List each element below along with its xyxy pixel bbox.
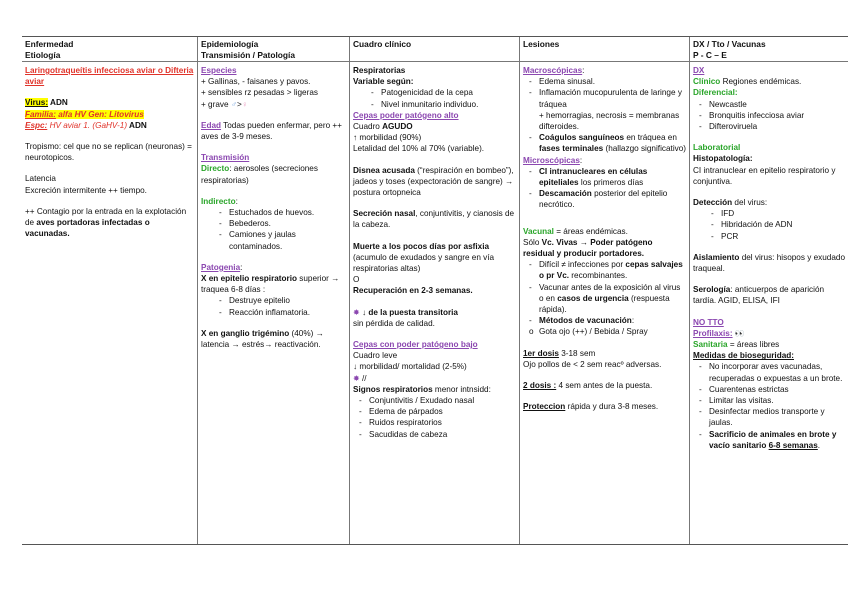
- indirecto-list: [201, 207, 346, 252]
- vacunacion-list: [523, 259, 686, 326]
- list-item: - Limitar las visitas.: [693, 395, 845, 406]
- list-item: - Estuchados de huevos.: [201, 207, 346, 218]
- flower-icon: ✸: [353, 307, 360, 317]
- list-item: - Bronquitis infecciosa aviar: [693, 110, 845, 121]
- flower-icon: ✸: [353, 373, 360, 383]
- disease-table: [22, 36, 848, 545]
- disease-title: Laringotraqueítis infecciosa aviar o Difteria aviar: [25, 66, 194, 87]
- list-item: - Conjuntivitis / Exudado nasal: [353, 395, 516, 406]
- column-cuadro-clinico: Cuadro clínico Respiratorias Variable según: - Patogenicidad de la cepa - Nivel inmunitario individuo. Cepas poder patógeno alto Cuadro AGUDO ↑ morbilidad (90%) Letalidad del 10% al 70% (variable). Disnea acusada (“respiración en bombeo”), jadeos y toses (expectoración de sangre) → postura ortopneica Secreción nasal, conjuntivitis, y cianosis de la cabeza. Muerte a los pocos días por asfixia (acumulo de exudados y sangre en vía respiratorias altas) O Recuperación en 2-3 semanas. ✸ ↓ de la puesta transitoria sin pérdida de calidad. Cepas con poder patógeno bajo Cuadro leve ↓ morbilidad/ mortalidad (2-5%) ✸ // Signos respiratorios menor intnsidd: - Conjuntivitis / Exudado nasal - Edema de párpados - Ruidos respiratorios - Sacudidas de cabeza: [349, 37, 519, 544]
- list-item: - Ruidos respiratorios: [353, 417, 516, 428]
- contagio-text: ++ Contagio por la entrada en la explotación de aves portadoras infectadas o vacunadas.: [25, 206, 187, 239]
- list-item: o Gota ojo (++) / Bebida / Spray: [523, 326, 686, 337]
- diferencial-list: [693, 99, 845, 133]
- male-icon: ♂: [230, 99, 237, 109]
- list-item: - Camiones y jaulas contaminados.: [201, 229, 346, 251]
- micro-list: [523, 166, 686, 211]
- list-item: - Sacudidas de cabeza: [353, 429, 516, 440]
- list-item: - Edema de párpados: [353, 406, 516, 417]
- tropismo-text: Tropismo: cel que no se replican (neuronas) = neurotopicos.: [25, 142, 192, 163]
- variable-list: [353, 87, 516, 109]
- edad-text: Edad Todas pueden enfermar, pero ++ aves de 3-9 meses.: [201, 120, 342, 142]
- list-item: - Inflamación mucopurulenta de laringe y tráquea: [523, 87, 686, 109]
- header-epidemiologia: Epidemiología Transmisión / Patología: [198, 37, 349, 62]
- bioseguridad-list: [693, 361, 845, 451]
- eyes-icon: 👀: [734, 328, 745, 338]
- list-item: - Coágulos sanguíneos en tráquea en fases terminales (hallazgo significativo): [523, 132, 686, 154]
- list-item: - Difteroviruela: [693, 121, 845, 132]
- column-dx-tto: DX / Tto / Vacunas P - C – E DX Clínico Regiones endémicas. Diferencial: - Newcastle - Bronquitis infecciosa aviar - Difteroviruela Laboratorial Histopatología: CI intranuclear en epitelio respiratorio y conjuntiva. Detección del virus: - IFD - Hibridación de ADN - PCR Aislamiento del virus: hisopos y exudado traqueal. Serología: anticuerpos de aparición tardía. AGID, ELISA, IFI NO TTO Profilaxis: 👀 Sanitaria = áreas libres Medidas de bioseguridad: - No incorporar aves vacunadas, recuperadas o expuestas a un brote. - Cuarentenas estrictas - Limitar las visitas. - Desinfectar medios transporte y jaulas. - Sacrificio de animales en brote y vacío sanitario 6-8 semanas.: [689, 37, 848, 544]
- list-item: - Descamación posterior del epitelio necrótico.: [523, 188, 686, 210]
- cepas-alto-title: Cepas poder patógeno alto: [353, 110, 459, 120]
- column-etiologia: [22, 37, 197, 544]
- list-item: - Cuarentenas estrictas: [693, 384, 845, 395]
- familia-line: Familia: alfa HV Gen: Litovirus: [25, 109, 144, 119]
- cepas-bajo-title: Cepas con poder patógeno bajo: [353, 340, 478, 350]
- transmision-title: Transmisión: [201, 153, 250, 163]
- header-cuadro-clinico: Cuadro clínico: [350, 37, 519, 62]
- header-lesiones: Lesiones: [520, 37, 689, 62]
- header-etiologia: Enfermedad Etiología: [22, 37, 197, 62]
- list-item: - Desinfectar medios transporte y jaulas.: [693, 406, 845, 428]
- list-item: - Destruye epitelio: [201, 295, 346, 306]
- list-item: - Métodos de vacunación:: [523, 315, 686, 326]
- list-item: - No incorporar aves vacunadas, recuperadas o expuestas a un brote.: [693, 361, 845, 383]
- deteccion-list: [693, 208, 845, 242]
- virus-line: Virus: ADN: [25, 98, 68, 108]
- list-item: - Nivel inmunitario individuo.: [353, 99, 516, 110]
- column-lesiones: Lesiones Macroscópicas: - Edema sinusal. - Inflamación mucopurulenta de laringe y tráquea + hemorragias, necrosis = membranas difteroides. - Coágulos sanguíneos en tráquea en fases terminales (hallazgo significativo) Microscópicas: - CI intranucleares en células epiteliales los primeros días - Descamación posterior del epitelio necrótico. Vacunal = áreas endémicas. Sólo Vc. Vivas → Poder patógeno residual y producir portadores. - Difícil ≠ infecciones por cepas salvajes o pr Vc. recombinantes. - Vacunar antes de la exposición al virus o en casos de urgencia (respuesta rápida). - Métodos de vacunación: o Gota ojo (++) / Bebida / Spray 1er dosis 3-18 sem Ojo pollos de < 2 sem reacº adversas. 2 dosis : 4 sem antes de la puesta. Proteccion rápida y dura 3-8 meses.: [519, 37, 689, 544]
- list-item: - Sacrificio de animales en brote y vacío sanitario 6-8 semanas.: [693, 429, 845, 451]
- list-item: - Reacción inflamatoria.: [201, 307, 346, 318]
- no-tto-title: NO TTO: [693, 317, 724, 327]
- excrecion-text: Excreción intermitente ++ tiempo.: [25, 185, 147, 195]
- dx-title: DX: [693, 66, 705, 75]
- epitelio-list: [201, 295, 346, 317]
- macro-list: [523, 76, 686, 110]
- list-item: - Edema sinusal.: [523, 76, 686, 87]
- list-item: - Difícil ≠ infecciones por cepas salvajes o pr Vc. recombinantes.: [523, 259, 686, 281]
- header-dx-tto: DX / Tto / Vacunas P - C – E: [690, 37, 848, 62]
- list-item: - PCR: [693, 231, 845, 242]
- list-item: - IFD: [693, 208, 845, 219]
- especie-line: Espc: HV aviar 1. (GaHV-1) ADN: [25, 120, 147, 130]
- especies-title: Especies: [201, 66, 237, 75]
- list-item: - Hibridación de ADN: [693, 219, 845, 230]
- list-item: - Newcastle: [693, 99, 845, 110]
- list-item: - Vacunar antes de la exposición al virus o en casos de urgencia (respuesta rápida).: [523, 282, 686, 316]
- female-icon: ♀: [241, 99, 248, 109]
- list-item: - Bebederos.: [201, 218, 346, 229]
- list-item: - Patogenicidad de la cepa: [353, 87, 516, 98]
- latencia-text: Latencia: [25, 174, 56, 184]
- signos-list: [353, 395, 516, 440]
- list-item: - CI intranucleares en células epiteliales los primeros días: [523, 166, 686, 188]
- column-epidemiologia: Epidemiología Transmisión / Patología Especies + Gallinas, - faisanes y pavos. + sensibles rz pesadas > ligeras + grave ♂>♀ Edad Todas pueden enfermar, pero ++ aves de 3-9 meses. Transmisión Directo: aerosoles (secreciones respiratorias) Indirecto: - Estuchados de huevos. - Bebederos. - Camiones y jaulas contaminados. Patogenia: X en epitelio respiratorio superior → traquea 6-8 días : - Destruye epitelio - Reacción inflamatoria. X en ganglio trigémino (40%) → latencia → estrés→ reactivación.: [197, 37, 349, 544]
